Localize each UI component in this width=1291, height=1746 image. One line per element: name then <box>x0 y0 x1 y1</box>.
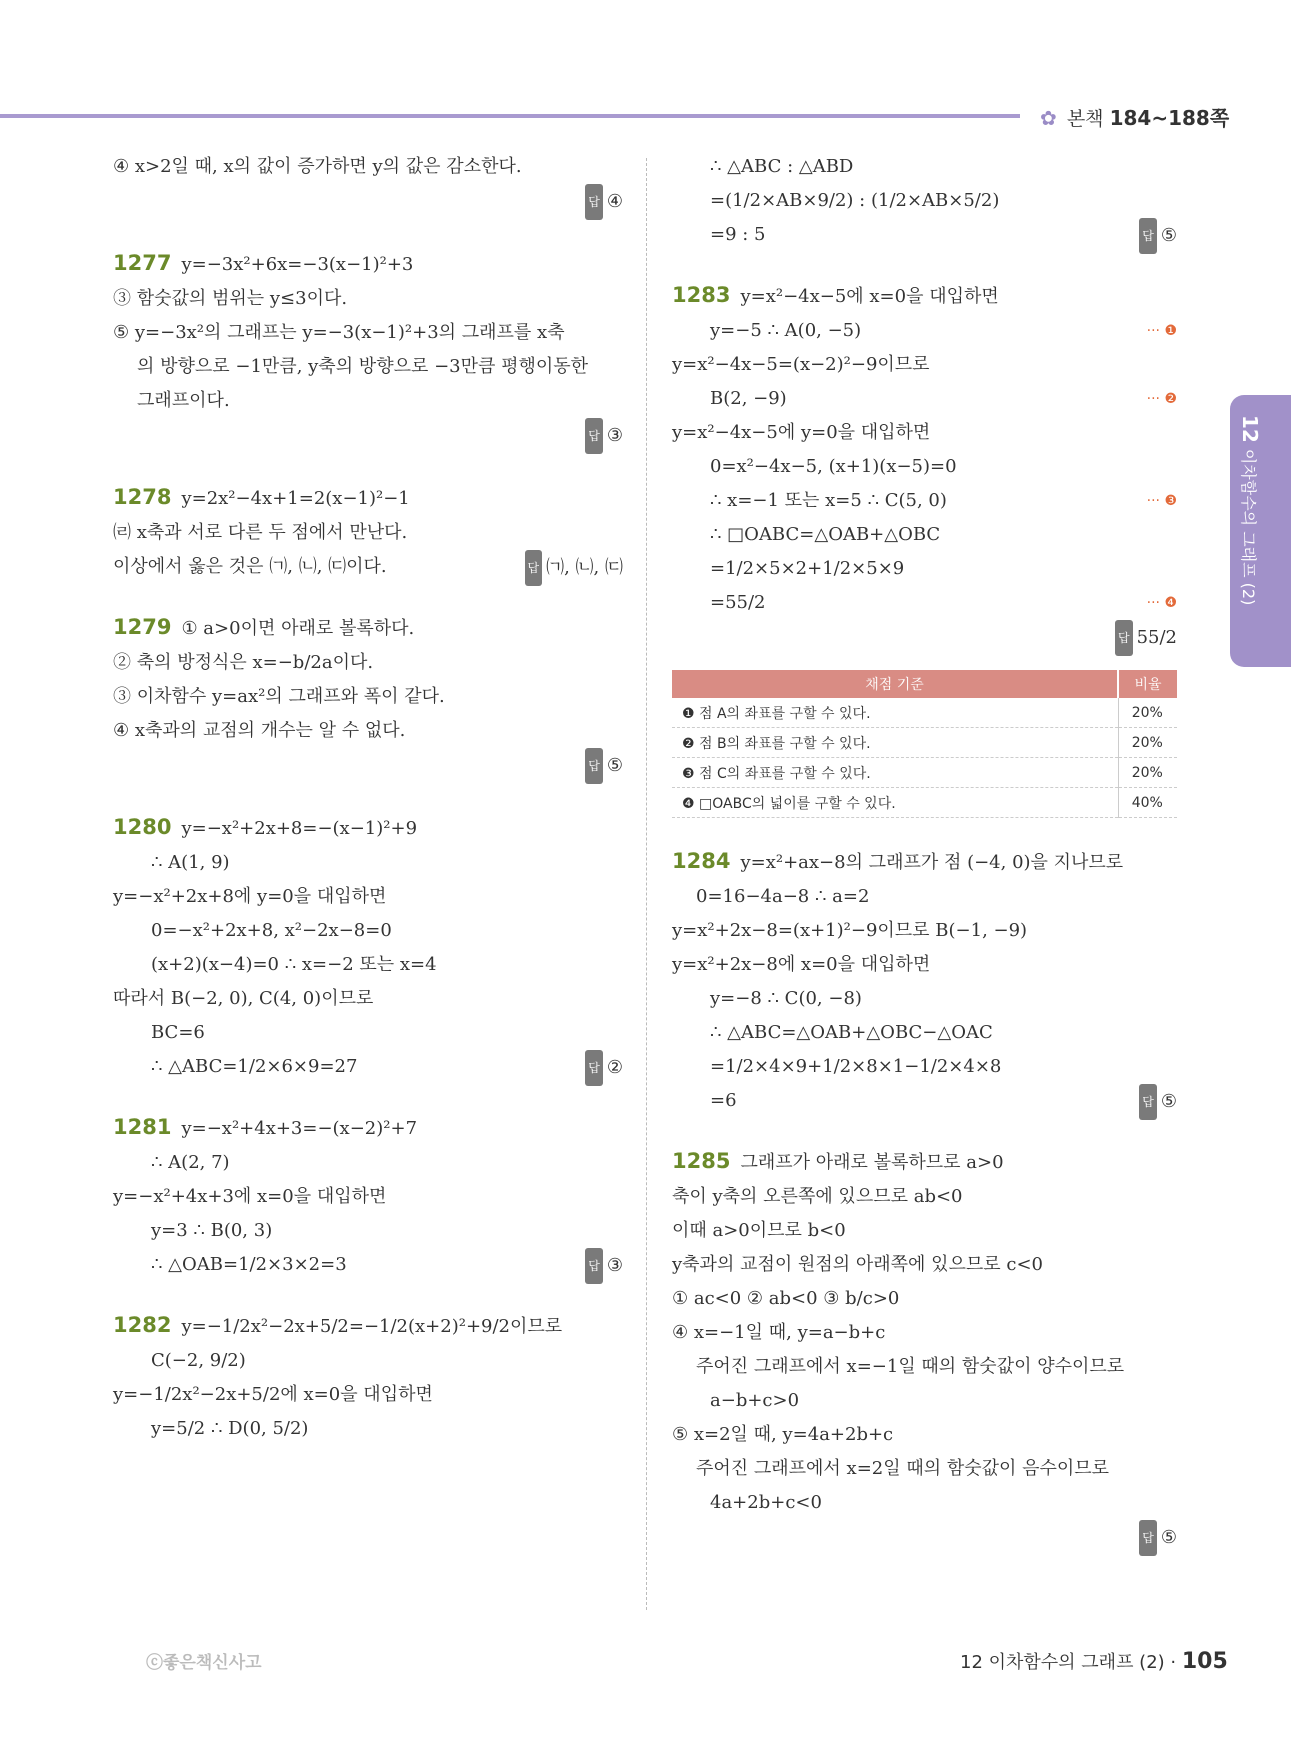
solution-line <box>672 1282 1177 1316</box>
scoring-head-criteria: 채점 기준 <box>672 670 1118 698</box>
solution-line <box>672 1016 1177 1050</box>
solution-text: ∴ A(2, 7) <box>151 1152 230 1173</box>
solution-line <box>672 348 1177 382</box>
solution-line <box>672 382 1177 416</box>
problem-number: 1285 <box>672 1149 731 1173</box>
footer-chapter: 12 이차함수의 그래프 (2) <box>960 1652 1165 1673</box>
solution-line <box>672 1084 1177 1118</box>
answer-badge: 답 <box>585 184 603 220</box>
solution-text: ∴ △OAB=1/2×3×2=3 <box>151 1254 347 1275</box>
solution-text: y=−1/2x²−2x+5/2=−1/2(x+2)²+9/2이므로 <box>181 1316 563 1337</box>
answer-badge: 답 <box>1139 1520 1157 1556</box>
solution-line <box>113 384 623 418</box>
problem-number: 1279 <box>113 615 172 639</box>
solution-line <box>672 1350 1177 1384</box>
solution-line <box>672 1418 1177 1452</box>
problem-line <box>672 844 1177 880</box>
solution-line <box>113 914 623 948</box>
page-ref-range: 184~188쪽 <box>1109 106 1230 130</box>
solution-text: y=x²−4x−5=(x−2)²−9이므로 <box>672 354 930 375</box>
table-row <box>672 728 1177 758</box>
flower-icon: ✿ <box>1040 106 1057 130</box>
ratio-cell: 20% <box>1118 758 1177 788</box>
solution-text: y=x²−4x−5에 x=0을 대입하면 <box>740 286 999 307</box>
answer-value: 55/2 <box>1136 627 1177 648</box>
ratio-cell: 20% <box>1118 728 1177 758</box>
answer-line <box>113 748 623 784</box>
solution-text: C(−2, 9/2) <box>151 1350 246 1371</box>
answer-badge: 답 <box>585 418 603 454</box>
solution-text: ⑤ x=2일 때, y=4a+2b+c <box>672 1424 894 1445</box>
problem-line <box>672 1144 1177 1180</box>
solution-line <box>113 1146 623 1180</box>
solution-text: 주어진 그래프에서 x=2일 때의 함숫값이 음수이므로 <box>696 1458 1110 1479</box>
solution-line <box>672 184 1177 218</box>
table-row <box>672 788 1177 818</box>
solution-line <box>113 714 623 748</box>
criteria-cell: ❷ 점 B의 좌표를 구할 수 있다. <box>672 728 1118 758</box>
solution-line <box>113 1412 623 1446</box>
answer-badge: 답 <box>1139 1084 1157 1120</box>
answer-value: ⑤ <box>1160 1091 1177 1112</box>
solution-text: y=−x²+4x+3=−(x−2)²+7 <box>181 1118 418 1139</box>
solution-text: 0=16−4a−8 ∴ a=2 <box>696 886 870 907</box>
solution-line <box>113 982 623 1016</box>
solution-text: ④ x축과의 교점의 개수는 알 수 없다. <box>113 720 406 741</box>
problem-number: 1280 <box>113 815 172 839</box>
solution-text: BC=6 <box>151 1022 205 1043</box>
solution-line <box>672 586 1177 620</box>
solution-text: 이때 a>0이므로 b<0 <box>672 1220 846 1241</box>
problem-number: 1277 <box>113 251 172 275</box>
solution-line <box>113 1344 623 1378</box>
inline-answer <box>1139 218 1177 254</box>
step-marker: ··· ❷ <box>1146 391 1177 407</box>
solution-text: y=x²+2x−8에 x=0을 대입하면 <box>672 954 931 975</box>
solution-text: y=x²−4x−5에 y=0을 대입하면 <box>672 422 931 443</box>
answer-badge: 답 <box>585 748 603 784</box>
solution-text: y=−1/2x²−2x+5/2에 x=0을 대입하면 <box>113 1384 433 1405</box>
scoring-head-ratio: 비율 <box>1118 670 1177 698</box>
solution-line <box>672 1384 1177 1418</box>
solution-text: ∴ △ABC : △ABD <box>710 156 854 177</box>
criteria-cell: ❹ □OABC의 넓이를 구할 수 있다. <box>672 788 1118 818</box>
solution-text: y=−x²+2x+8=−(x−1)²+9 <box>181 818 418 839</box>
solution-line <box>672 150 1177 184</box>
answer-value: ④ <box>606 191 623 212</box>
solution-line <box>113 282 623 316</box>
solution-text: B(2, −9) <box>710 388 787 409</box>
page-number: 105 <box>1181 1649 1228 1674</box>
right-column <box>672 150 1177 1556</box>
right-column-bottom <box>672 844 1177 1556</box>
ratio-cell: 20% <box>1118 698 1177 728</box>
step-marker: ··· ❹ <box>1146 595 1177 611</box>
solution-text: 4a+2b+c<0 <box>710 1492 822 1513</box>
solution-text: y=−x²+4x+3에 x=0을 대입하면 <box>113 1186 387 1207</box>
solution-text: 축이 y축의 오른쪽에 있으므로 ab<0 <box>672 1186 963 1207</box>
solution-line <box>113 1214 623 1248</box>
solution-line <box>672 1452 1177 1486</box>
solution-text: =1/2×5×2+1/2×5×9 <box>710 558 905 579</box>
solution-line <box>672 880 1177 914</box>
inline-answer <box>585 1050 623 1086</box>
solution-line <box>113 680 623 714</box>
solution-text: y=−8 ∴ C(0, −8) <box>710 988 862 1009</box>
solution-line <box>672 518 1177 552</box>
answer-line <box>113 418 623 454</box>
criteria-cell: ❸ 점 C의 좌표를 구할 수 있다. <box>672 758 1118 788</box>
solution-text: ∴ △ABC=△OAB+△OBC−△OAC <box>710 1022 993 1043</box>
inline-answer <box>1139 1084 1177 1120</box>
problem-number: 1282 <box>113 1313 172 1337</box>
solution-text: ∴ A(1, 9) <box>151 852 230 873</box>
solution-text: =1/2×4×9+1/2×8×1−1/2×4×8 <box>710 1056 1002 1077</box>
solution-text: ① ac<0 ② ab<0 ③ b/c>0 <box>672 1288 900 1309</box>
step-marker: ··· ❸ <box>1146 493 1177 509</box>
solution-text: =(1/2×AB×9/2) : (1/2×AB×5/2) <box>710 190 1000 211</box>
chapter-side-tab-text <box>1238 415 1262 605</box>
solution-text: 그래프가 아래로 볼록하므로 a>0 <box>740 1152 1004 1173</box>
publisher-copyright: ⓒ좋은책신사고 <box>146 1653 262 1673</box>
solution-line <box>113 1016 623 1050</box>
inline-answer <box>525 550 623 586</box>
problem-number: 1284 <box>672 849 731 873</box>
solution-line <box>672 1316 1177 1350</box>
column-divider <box>646 158 647 1610</box>
solution-line <box>113 646 623 680</box>
solution-text: y축과의 교점이 원점의 아래쪽에 있으므로 c<0 <box>672 1254 1043 1275</box>
solution-text: y=3 ∴ B(0, 3) <box>151 1220 273 1241</box>
solution-text: ③ 함숫값의 범위는 y≤3이다. <box>113 288 348 309</box>
answer-value: ⑤ <box>1160 1527 1177 1548</box>
problem-line <box>113 480 623 516</box>
problem-line <box>113 1110 623 1146</box>
chapter-number: 12 <box>1238 415 1262 443</box>
ratio-cell: 40% <box>1118 788 1177 818</box>
solution-line <box>672 314 1177 348</box>
solution-line <box>672 982 1177 1016</box>
problem-line <box>672 278 1177 314</box>
solution-text: (x+2)(x−4)=0 ∴ x=−2 또는 x=4 <box>151 954 437 975</box>
solution-line <box>672 484 1177 518</box>
solution-line <box>113 350 623 384</box>
answer-badge: 답 <box>585 1050 603 1086</box>
answer-value: ⑤ <box>1160 225 1177 246</box>
answer-line <box>672 1520 1177 1556</box>
solution-text: y=5/2 ∴ D(0, 5/2) <box>151 1418 309 1439</box>
solution-line <box>672 1486 1177 1520</box>
solution-text: 0=x²−4x−5, (x+1)(x−5)=0 <box>710 456 957 477</box>
criteria-cell: ❶ 점 A의 좌표를 구할 수 있다. <box>672 698 1118 728</box>
header-rule <box>0 114 1020 118</box>
solution-text: 이상에서 옳은 것은 ㈀, ㈁, ㈂이다. <box>113 556 387 577</box>
step-marker: ··· ❶ <box>1146 323 1177 339</box>
solution-line <box>672 1248 1177 1282</box>
solution-line <box>672 450 1177 484</box>
solution-line <box>113 880 623 914</box>
solution-line <box>672 218 1177 252</box>
page-footer: 12 이차함수의 그래프 (2) · 105 <box>960 1649 1228 1674</box>
solution-line <box>113 1248 623 1282</box>
solution-text: ∴ □OABC=△OAB+△OBC <box>710 524 941 545</box>
inline-answer <box>585 1248 623 1284</box>
solution-line <box>113 550 623 584</box>
solution-text: 주어진 그래프에서 x=−1일 때의 함숫값이 양수이므로 <box>696 1356 1125 1377</box>
solution-text: ② 축의 방정식은 x=−b/2a이다. <box>113 652 374 673</box>
answer-badge: 답 <box>1139 218 1157 254</box>
page-reference <box>1040 102 1229 131</box>
solution-line <box>672 1214 1177 1248</box>
answer-value: ㈀, ㈁, ㈂ <box>546 557 623 578</box>
solution-text: 그래프이다. <box>137 390 230 411</box>
solution-line <box>113 1378 623 1412</box>
scoring-table <box>672 670 1177 818</box>
solution-text: =55/2 <box>710 592 766 613</box>
solution-text: ① a>0이면 아래로 볼록하다. <box>181 618 415 639</box>
solution-line <box>672 914 1177 948</box>
answer-value: ② <box>606 1057 623 1078</box>
solution-text: y=2x²−4x+1=2(x−1)²−1 <box>181 488 410 509</box>
solution-text: y=x²+ax−8의 그래프가 점 (−4, 0)을 지나므로 <box>740 852 1124 873</box>
left-column <box>113 150 623 1446</box>
solution-line <box>672 416 1177 450</box>
solution-text: y=−5 ∴ A(0, −5) <box>710 320 862 341</box>
problem-line <box>113 810 623 846</box>
problem-number: 1283 <box>672 283 731 307</box>
solution-text: ⑤ y=−3x²의 그래프는 y=−3(x−1)²+3의 그래프를 x축 <box>113 322 565 343</box>
solution-line <box>113 150 623 184</box>
solution-text: ④ x=−1일 때, y=a−b+c <box>672 1322 886 1343</box>
solution-text: =9 : 5 <box>710 224 766 245</box>
answer-badge: 답 <box>1115 620 1133 656</box>
solution-text: ③ 이차함수 y=ax²의 그래프와 폭이 같다. <box>113 686 445 707</box>
table-row <box>672 758 1177 788</box>
solution-text: y=−x²+2x+8에 y=0을 대입하면 <box>113 886 387 907</box>
solution-text: ∴ △ABC=1/2×6×9=27 <box>151 1056 358 1077</box>
problem-number: 1278 <box>113 485 172 509</box>
solution-line <box>672 552 1177 586</box>
answer-badge: 답 <box>525 550 543 586</box>
solution-text: ∴ x=−1 또는 x=5 ∴ C(5, 0) <box>710 490 947 511</box>
solution-line <box>672 1050 1177 1084</box>
solution-text: ㈃ x축과 서로 다른 두 점에서 만난다. <box>113 522 408 543</box>
page-ref-label: 본책 <box>1066 108 1104 130</box>
answer-badge: 답 <box>585 1248 603 1284</box>
solution-line <box>113 948 623 982</box>
solution-line <box>113 846 623 880</box>
solution-line <box>672 948 1177 982</box>
solution-line <box>113 1050 623 1084</box>
answer-value: ⑤ <box>606 755 623 776</box>
table-row <box>672 698 1177 728</box>
answer-line <box>113 184 623 220</box>
solution-text: 의 방향으로 −1만큼, y축의 방향으로 −3만큼 평행이동한 <box>137 356 589 377</box>
chapter-title: 이차함수의 그래프 (2) <box>1239 448 1258 606</box>
problem-line <box>113 610 623 646</box>
solution-text: =6 <box>710 1090 737 1111</box>
solution-text: a−b+c>0 <box>710 1390 800 1411</box>
solution-text: 따라서 B(−2, 0), C(4, 0)이므로 <box>113 988 374 1009</box>
problem-number: 1281 <box>113 1115 172 1139</box>
solution-text: y=x²+2x−8=(x+1)²−9이므로 B(−1, −9) <box>672 920 1028 941</box>
solution-text: ④ x>2일 때, x의 값이 증가하면 y의 값은 감소한다. <box>113 156 522 177</box>
answer-value: ③ <box>606 425 623 446</box>
solution-line <box>113 1180 623 1214</box>
problem-line <box>113 246 623 282</box>
solution-line <box>672 1180 1177 1214</box>
solution-line <box>113 316 623 350</box>
answer-line <box>672 620 1177 656</box>
answer-value: ③ <box>606 1255 623 1276</box>
problem-line <box>113 1308 623 1344</box>
right-column-top <box>672 150 1177 656</box>
solution-line <box>113 516 623 550</box>
solution-text: 0=−x²+2x+8, x²−2x−8=0 <box>151 920 392 941</box>
solution-text: y=−3x²+6x=−3(x−1)²+3 <box>181 254 414 275</box>
